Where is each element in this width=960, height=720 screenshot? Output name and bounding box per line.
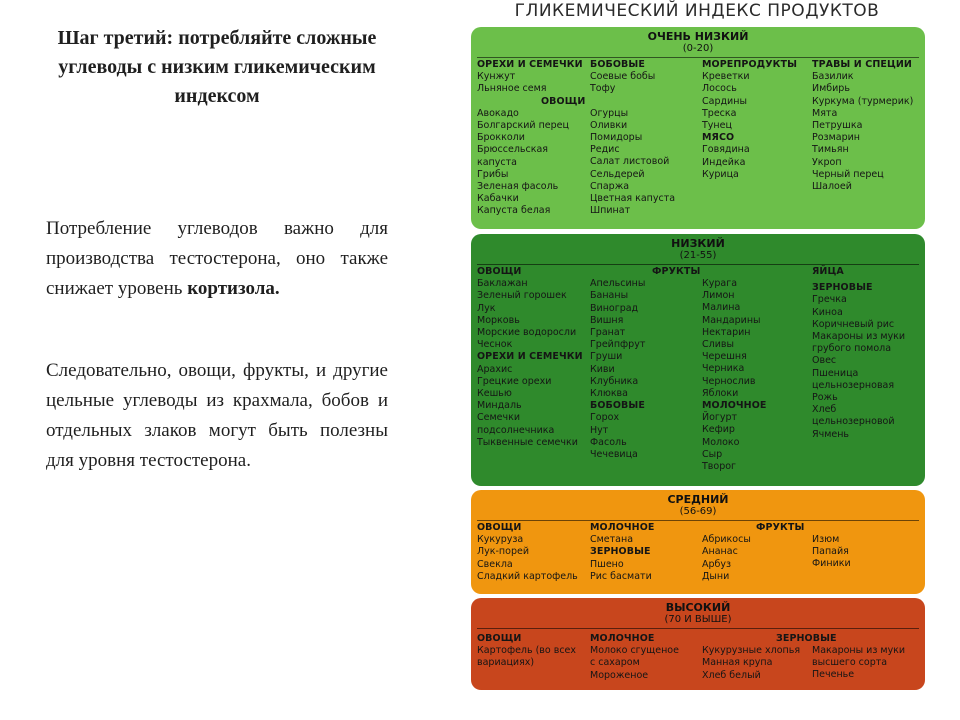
food-item: Груши bbox=[590, 351, 623, 363]
food-item: Яблоки bbox=[702, 387, 739, 399]
food-item: Рис басмати bbox=[590, 570, 652, 582]
food-item: Лук bbox=[477, 302, 496, 314]
food-item: Сливы bbox=[702, 339, 734, 351]
food-item: Гречка bbox=[812, 294, 847, 306]
band-low bbox=[471, 234, 925, 486]
column-2 bbox=[590, 59, 675, 217]
food-item: Чечевица bbox=[590, 449, 638, 461]
item-list bbox=[590, 559, 655, 583]
food-item: Макароны из муки bbox=[812, 645, 906, 656]
food-item: Тунец bbox=[702, 120, 732, 132]
band-medium bbox=[471, 490, 925, 594]
food-item: Мандарины bbox=[702, 314, 761, 326]
food-item: Дыни bbox=[702, 570, 730, 582]
band-title: ВЫСОКИЙ bbox=[665, 601, 731, 614]
column-3 bbox=[702, 59, 797, 181]
item-list bbox=[590, 108, 675, 218]
food-item: Абрикосы bbox=[702, 534, 751, 546]
food-item: Ананас bbox=[702, 546, 738, 558]
band-divider bbox=[477, 628, 919, 629]
food-item: Кефир bbox=[702, 424, 735, 436]
food-item: Арахис bbox=[477, 363, 513, 375]
column-3 bbox=[702, 278, 767, 473]
food-item: Изюм bbox=[812, 534, 840, 545]
item-list bbox=[812, 645, 905, 682]
slide-heading: Шаг третий: потребляйте сложные углеводы с низким гликемическим индексом bbox=[57, 27, 377, 107]
column-2 bbox=[590, 522, 655, 583]
food-item: Манная крупа bbox=[702, 657, 773, 669]
food-item: Апельсины bbox=[590, 278, 646, 290]
column-4 bbox=[812, 266, 905, 441]
food-item: Сыр bbox=[702, 448, 723, 460]
food-item: Грецкие орехи bbox=[477, 375, 552, 387]
food-item: Редис bbox=[590, 144, 620, 156]
band-title: СРЕДНИЙ bbox=[667, 493, 729, 506]
food-item: Печенье bbox=[812, 669, 855, 681]
food-item: с сахаром bbox=[590, 657, 640, 669]
category-label: ОРЕХИ И СЕМЕЧКИ bbox=[477, 351, 583, 363]
column-4 bbox=[812, 534, 851, 571]
food-item: Оливки bbox=[590, 119, 628, 131]
food-item: Сладкий картофель bbox=[477, 570, 578, 582]
category-label: МОЛОЧНОЕ bbox=[590, 522, 655, 533]
item-list bbox=[477, 534, 578, 583]
category-label: ФРУКТЫ bbox=[652, 266, 701, 277]
column-4 bbox=[812, 645, 905, 682]
band-title: ОЧЕНЬ НИЗКИЙ bbox=[647, 30, 749, 43]
column-1 bbox=[477, 522, 578, 583]
band-divider bbox=[477, 264, 919, 265]
category-label: ЗЕРНОВЫЕ bbox=[776, 633, 837, 644]
column-2 bbox=[590, 633, 679, 682]
band-high bbox=[471, 598, 925, 690]
food-item: Кукурузные хлопья bbox=[702, 645, 801, 657]
band-title: НИЗКИЙ bbox=[671, 237, 725, 250]
food-item: Ячмень bbox=[812, 428, 850, 440]
food-item: Йогурт bbox=[702, 412, 738, 424]
food-item: вариациях) bbox=[477, 657, 535, 669]
band-very-low bbox=[471, 27, 925, 229]
food-item: Кешью bbox=[477, 388, 512, 400]
category-label: ОВОЩИ bbox=[541, 95, 586, 107]
food-item: Огурцы bbox=[590, 107, 629, 119]
food-item: Сметана bbox=[590, 534, 634, 546]
food-item: Нектарин bbox=[702, 326, 751, 338]
food-item: высшего сорта bbox=[812, 657, 888, 669]
food-item: Горох bbox=[590, 412, 620, 424]
column-3 bbox=[702, 522, 804, 583]
food-item: Овес bbox=[812, 355, 837, 367]
food-item: Шпинат bbox=[590, 205, 631, 217]
food-item: Базилик bbox=[812, 71, 854, 83]
spacer bbox=[590, 96, 675, 108]
category-label: БОБОВЫЕ bbox=[590, 59, 645, 70]
food-item: Хлеб белый bbox=[702, 669, 761, 681]
category-label: ОВОЩИ bbox=[477, 266, 522, 277]
food-item: Брокколи bbox=[477, 132, 525, 144]
food-item: Курага bbox=[702, 278, 738, 289]
food-item: Малина bbox=[702, 302, 741, 314]
food-item: Спаржа bbox=[590, 180, 630, 192]
food-item: Морские водоросли bbox=[477, 327, 577, 339]
band-range: (70 И ВЫШЕ) bbox=[664, 614, 732, 625]
category-label: МОРЕПРОДУКТЫ bbox=[702, 59, 798, 70]
category-label: ЗЕРНОВЫЕ bbox=[812, 282, 873, 294]
food-item: Семечки bbox=[477, 412, 521, 424]
item-list bbox=[702, 278, 767, 400]
paragraph-testosterone bbox=[46, 214, 388, 304]
food-item: Вишня bbox=[590, 314, 624, 326]
category-label: ТРАВЫ И СПЕЦИИ bbox=[812, 59, 912, 70]
food-item: Фасоль bbox=[590, 436, 627, 448]
item-list bbox=[477, 278, 583, 351]
paragraph-1-text: Потребление углеводов важно для производства тестостерона, оно также снижает уровень bbox=[46, 218, 388, 299]
item-list bbox=[477, 364, 583, 449]
food-item: Имбирь bbox=[812, 83, 850, 95]
food-item: Творог bbox=[702, 461, 737, 473]
food-item: Болгарский перец bbox=[477, 120, 569, 132]
food-item: Финики bbox=[812, 558, 851, 570]
band-range: (0-20) bbox=[682, 43, 714, 54]
food-item: Хлеб bbox=[812, 404, 837, 416]
food-item: Мороженое bbox=[590, 669, 649, 681]
food-item: Лук-порей bbox=[477, 546, 530, 558]
food-item: цельнозерновая bbox=[812, 379, 895, 391]
food-item: Картофель (во всех bbox=[477, 645, 577, 657]
food-item: Тимьян bbox=[812, 144, 849, 156]
food-item: Тофу bbox=[590, 83, 616, 95]
food-item: Тыквенные семечки bbox=[477, 436, 578, 448]
food-item: Морковь bbox=[477, 314, 520, 326]
band-range: (21-55) bbox=[679, 250, 717, 261]
category-label: ЯЙЦА bbox=[812, 266, 844, 277]
food-item: Розмарин bbox=[812, 132, 860, 144]
food-item: Петрушка bbox=[812, 120, 863, 132]
food-item: Мята bbox=[812, 107, 838, 119]
food-item: Треска bbox=[702, 107, 737, 119]
food-item: Гранат bbox=[590, 327, 626, 339]
food-item: Курица bbox=[702, 168, 739, 180]
food-item: капуста bbox=[477, 156, 517, 168]
food-item: Грейпфрут bbox=[590, 339, 646, 351]
slide-text bbox=[46, 24, 388, 471]
category-label: МЯСО bbox=[702, 132, 735, 144]
column-1 bbox=[477, 266, 583, 449]
band-divider bbox=[477, 57, 919, 58]
item-list bbox=[702, 534, 804, 583]
food-item: Лосось bbox=[702, 83, 737, 95]
gi-table-title: ГЛИКЕМИЧЕСКИЙ ИНДЕКС ПРОДУКТОВ bbox=[514, 1, 880, 21]
category-label: ОРЕХИ И СЕМЕЧКИ bbox=[477, 59, 583, 70]
food-item: Льняное семя bbox=[477, 83, 547, 95]
column-1 bbox=[477, 633, 576, 670]
item-list bbox=[590, 412, 700, 461]
food-item: Брюссельская bbox=[477, 144, 549, 156]
food-item: Клюква bbox=[590, 388, 628, 400]
item-list bbox=[590, 534, 655, 546]
food-item: Кунжут bbox=[477, 71, 516, 83]
food-item: Черника bbox=[702, 363, 745, 375]
item-list bbox=[477, 71, 585, 95]
food-item: Свекла bbox=[477, 558, 513, 570]
column-2 bbox=[590, 266, 700, 461]
category-label: ФРУКТЫ bbox=[756, 522, 805, 533]
food-item: Сельдерей bbox=[590, 168, 645, 180]
food-item: Киви bbox=[590, 363, 615, 375]
food-item: Шалоей bbox=[812, 181, 852, 193]
food-item: Чернослив bbox=[702, 375, 756, 387]
band-range: (56-69) bbox=[679, 506, 717, 517]
food-item: Креветки bbox=[702, 71, 750, 83]
food-item: Киноа bbox=[812, 306, 843, 318]
category-label: ЗЕРНОВЫЕ bbox=[590, 546, 651, 558]
item-list bbox=[702, 71, 797, 132]
category-label: БОБОВЫЕ bbox=[590, 400, 645, 412]
food-item: Помидоры bbox=[590, 132, 643, 144]
column-1 bbox=[477, 59, 585, 218]
food-item: Черешня bbox=[702, 351, 747, 363]
food-item: Рожь bbox=[812, 392, 838, 404]
food-item: Папайя bbox=[812, 546, 849, 558]
food-item: подсолнечника bbox=[477, 424, 555, 436]
food-item: Зеленая фасоль bbox=[477, 181, 559, 193]
cortisol-bold: кортизола. bbox=[187, 278, 280, 299]
food-item: Коричневый рис bbox=[812, 318, 895, 330]
food-item: грубого помола bbox=[812, 343, 892, 355]
food-item: Макароны из муки bbox=[812, 331, 906, 343]
food-item: Куркума (турмерик) bbox=[812, 95, 914, 107]
food-item: Виноград bbox=[590, 302, 639, 314]
band-divider bbox=[477, 520, 919, 521]
food-item: Молоко bbox=[702, 436, 740, 448]
food-item: Чеснок bbox=[477, 339, 513, 351]
food-item: Кукуруза bbox=[477, 534, 524, 546]
item-list bbox=[702, 144, 797, 181]
column-4 bbox=[812, 59, 913, 193]
food-item: Клубника bbox=[590, 375, 639, 387]
food-item: Черный перец bbox=[812, 168, 884, 180]
item-list bbox=[590, 278, 700, 400]
category-label: МОЛОЧНОЕ bbox=[590, 633, 655, 644]
food-item: Арбуз bbox=[702, 558, 732, 570]
food-item: Цветная капуста bbox=[590, 193, 676, 205]
food-item: Укроп bbox=[812, 156, 842, 168]
category-label: ОВОЩИ bbox=[477, 633, 522, 644]
item-list bbox=[590, 645, 679, 682]
item-list bbox=[590, 71, 675, 95]
food-item: Соевые бобы bbox=[590, 71, 656, 83]
food-item: Миндаль bbox=[477, 400, 522, 412]
food-item: Пшеница bbox=[812, 367, 859, 379]
food-item: цельнозерновой bbox=[812, 416, 895, 428]
paragraph-conclusion: Следовательно, овощи, фрукты, и другие цельные углеводы из крахмала, бобов и отдельных злаков могут быть полезны для уровня тестостерона. bbox=[46, 360, 388, 471]
food-item: Авокадо bbox=[477, 107, 519, 119]
food-item: Баклажан bbox=[477, 278, 528, 290]
item-list bbox=[477, 108, 585, 218]
food-item: Лимон bbox=[702, 290, 735, 302]
item-list bbox=[477, 645, 576, 669]
item-list bbox=[702, 412, 767, 473]
category-label: ОВОЩИ bbox=[477, 522, 522, 533]
food-item: Пшено bbox=[590, 558, 624, 570]
gi-table bbox=[467, 0, 927, 720]
food-item: Грибы bbox=[477, 168, 509, 180]
food-item: Салат листовой bbox=[590, 156, 670, 168]
food-item: Кабачки bbox=[477, 193, 519, 205]
food-item: Говядина bbox=[702, 144, 750, 156]
food-item: Нут bbox=[590, 424, 609, 436]
food-item: Бананы bbox=[590, 290, 629, 302]
item-list bbox=[812, 534, 851, 571]
food-item: Индейка bbox=[702, 156, 746, 168]
food-item: Зеленый горошек bbox=[477, 290, 567, 302]
food-item: Молоко сгущеное bbox=[590, 645, 679, 657]
category-label: МОЛОЧНОЕ bbox=[702, 400, 767, 412]
item-list bbox=[812, 294, 905, 440]
item-list bbox=[812, 71, 913, 193]
food-item: Капуста белая bbox=[477, 205, 551, 217]
food-item: Сардины bbox=[702, 95, 747, 107]
